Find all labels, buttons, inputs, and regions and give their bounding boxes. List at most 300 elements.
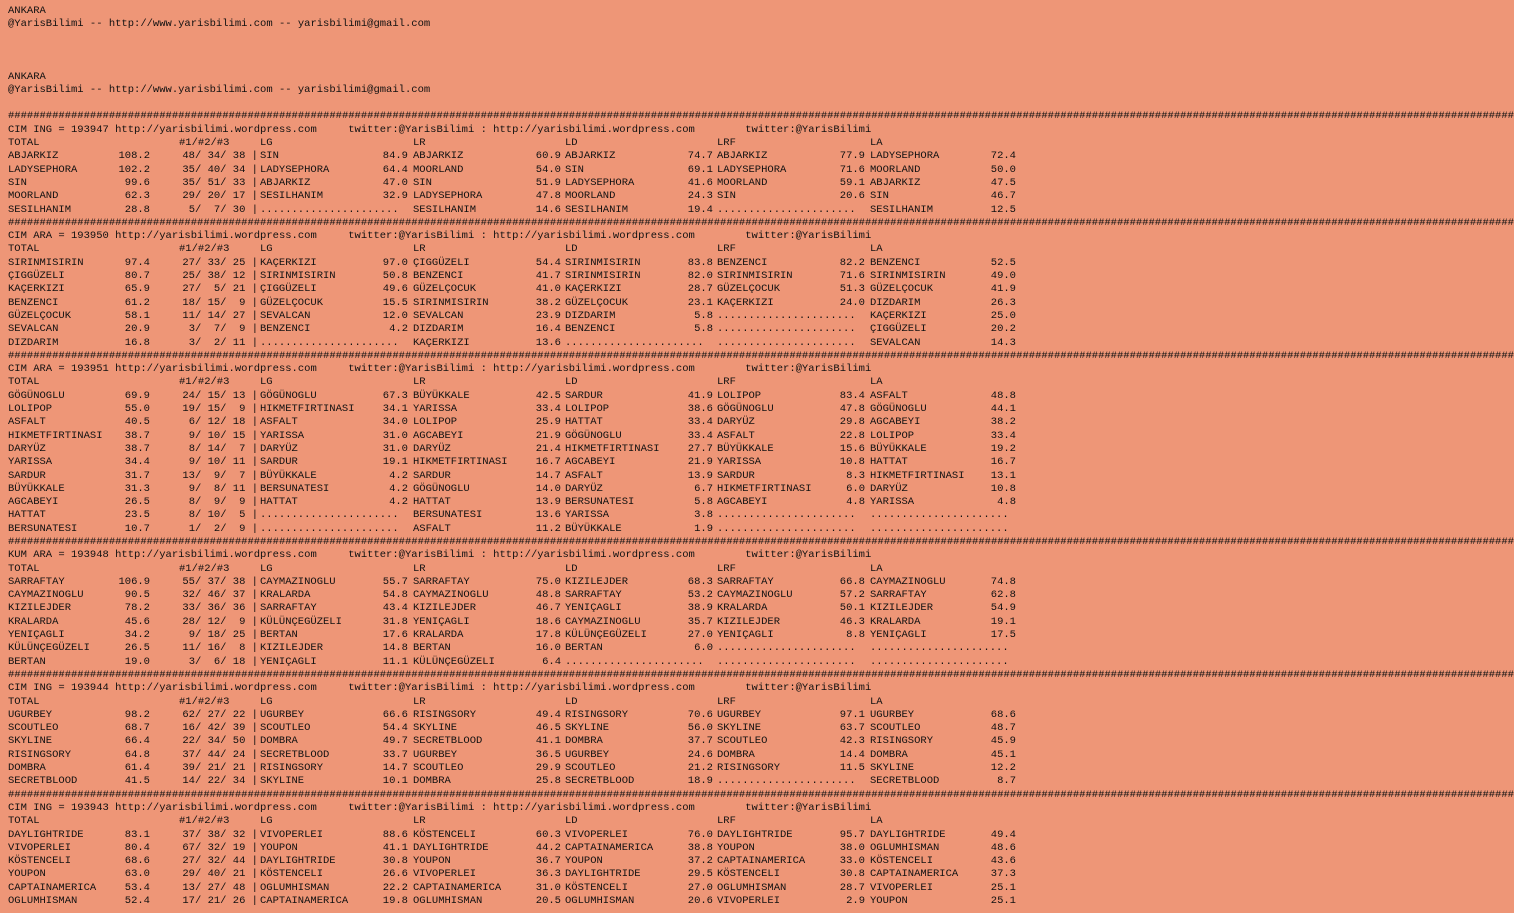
- la-horse-name: DARYÜZ: [870, 482, 908, 495]
- ld-score: 21.9: [687, 456, 713, 469]
- place-counts: 35/ 40/ 34 |: [182, 163, 258, 176]
- total-score: 66.4: [124, 735, 150, 748]
- lg-score: 19.8: [382, 895, 408, 907]
- lr-score: 51.9: [535, 176, 561, 189]
- table-row: [8, 735, 1024, 748]
- lg-score: 4.2: [389, 496, 408, 509]
- lrf-score: 66.8: [839, 575, 865, 588]
- lg-horse-name: SECRETBLOOD: [260, 748, 330, 761]
- col-header-lr: LR: [413, 243, 426, 256]
- ld-horse-name: YENIÇAGLI: [565, 602, 622, 615]
- lg-score: 30.8: [382, 855, 408, 868]
- lg-score: 31.0: [382, 442, 408, 455]
- total-horse-name: SARRAFTAY: [8, 575, 65, 588]
- place-counts: 28/ 12/ 9 |: [182, 615, 258, 628]
- lg-horse-name: RISINGSORY: [260, 762, 324, 775]
- total-horse-name: MOORLAND: [8, 190, 59, 203]
- la-score: 68.6: [990, 708, 1016, 721]
- ld-score: 41.9: [687, 389, 713, 402]
- ld-score: 33.4: [687, 416, 713, 429]
- lg-score: 10.1: [382, 775, 408, 788]
- table-row: [8, 310, 1024, 323]
- ld-score: 38.8: [687, 841, 713, 854]
- lr-score: 47.8: [535, 190, 561, 203]
- ld-score: 70.6: [687, 708, 713, 721]
- place-counts: 3/ 7/ 9 |: [188, 323, 258, 336]
- col-header-la: LA: [870, 815, 883, 828]
- total-horse-name: SEVALCAN: [8, 323, 59, 336]
- la-horse-name: KRALARDA: [870, 615, 921, 628]
- lg-horse-name: BERSUNATESI: [260, 482, 330, 495]
- lr-horse-name: DAYLIGHTRIDE: [413, 841, 489, 854]
- total-score: 80.4: [124, 841, 150, 854]
- table-row: [8, 456, 1024, 469]
- place-counts: 32/ 46/ 37 |: [182, 589, 258, 602]
- lg-score: 32.9: [382, 190, 408, 203]
- total-score: 26.5: [124, 496, 150, 509]
- la-horse-name: CAYMAZINOGLU: [870, 575, 946, 588]
- ld-score: 76.0: [687, 828, 713, 841]
- lrf-score: 83.4: [839, 389, 865, 402]
- lg-horse-name: DAYLIGHTRIDE: [260, 855, 336, 868]
- header-contact-repeat: @YarisBilimi -- http://www.yarisbilimi.com -- yarisbilimi@gmail.com: [8, 83, 431, 96]
- ld-score: 1.9: [694, 522, 713, 535]
- lrf-horse-name: KRALARDA: [717, 602, 768, 615]
- la-score: 62.8: [990, 589, 1016, 602]
- col-header-lrf: LRF: [717, 695, 736, 708]
- place-counts: 33/ 36/ 36 |: [182, 602, 258, 615]
- lr-score: 13.6: [535, 336, 561, 349]
- la-score: 74.8: [990, 575, 1016, 588]
- column-header-row: [8, 815, 1024, 828]
- lrf-horse-name: ......................: [717, 203, 856, 216]
- table-row: [8, 882, 1024, 895]
- total-horse-name: OGLUMHISMAN: [8, 895, 78, 907]
- lr-horse-name: DARYÜZ: [413, 442, 451, 455]
- lr-score: 14.0: [535, 482, 561, 495]
- table-row: [8, 403, 1024, 416]
- total-score: 83.1: [124, 828, 150, 841]
- col-header-ld: LD: [565, 815, 578, 828]
- la-horse-name: YARISSA: [870, 496, 915, 509]
- lg-horse-name: KAÇERKIZI: [260, 256, 317, 269]
- table-row: [8, 709, 1024, 722]
- lr-horse-name: LOLIPOP: [413, 416, 458, 429]
- col-header-total: TOTAL: [8, 137, 40, 150]
- lr-score: 14.6: [535, 203, 561, 216]
- la-score: 4.8: [997, 496, 1016, 509]
- la-score: 14.3: [990, 336, 1016, 349]
- lr-score: 21.4: [535, 442, 561, 455]
- total-horse-name: DARYÜZ: [8, 442, 46, 455]
- total-score: 80.7: [124, 270, 150, 283]
- la-score: 33.4: [990, 429, 1016, 442]
- ld-score: 6.0: [694, 642, 713, 655]
- col-header-total: TOTAL: [8, 376, 40, 389]
- ld-score: 83.8: [687, 256, 713, 269]
- la-score: 12.2: [990, 762, 1016, 775]
- lr-horse-name: HATTAT: [413, 496, 451, 509]
- total-score: 61.4: [124, 762, 150, 775]
- total-score: 10.7: [124, 522, 150, 535]
- total-horse-name: GÜZELÇOCUK: [8, 309, 72, 322]
- lg-score: 34.0: [382, 416, 408, 429]
- place-counts: 9/ 10/ 11 |: [188, 456, 258, 469]
- ld-horse-name: DOMBRA: [565, 735, 603, 748]
- col-header-lr: LR: [413, 562, 426, 575]
- lrf-horse-name: RISINGSORY: [717, 762, 781, 775]
- lg-score: 14.7: [382, 762, 408, 775]
- ld-score: 69.1: [687, 163, 713, 176]
- ld-score: 33.4: [687, 429, 713, 442]
- lr-horse-name: YENIÇAGLI: [413, 615, 470, 628]
- total-horse-name: LADYSEPHORA: [8, 163, 78, 176]
- lg-horse-name: ......................: [260, 522, 399, 535]
- la-horse-name: DOMBRA: [870, 748, 908, 761]
- ld-horse-name: SARRAFTAY: [565, 589, 622, 602]
- place-counts: 3/ 6/ 18 |: [188, 655, 258, 668]
- lrf-score: 42.3: [839, 735, 865, 748]
- lg-score: 12.0: [382, 309, 408, 322]
- place-counts: 27/ 5/ 21 |: [182, 283, 258, 296]
- table-row: [8, 629, 1024, 642]
- column-header-row: [8, 376, 1024, 389]
- col-header-total: TOTAL: [8, 815, 40, 828]
- total-horse-name: VIVOPERLEI: [8, 841, 72, 854]
- lr-horse-name: BENZENCI: [413, 270, 464, 283]
- table-row: [8, 829, 1024, 842]
- lrf-horse-name: ......................: [717, 642, 856, 655]
- section-title: CIM ING = 193943 http://yarisbilimi.wordpress.com twitter:@YarisBilimi : http://yarisbilimi.wordpress.com twitter:@YarisBilimi: [8, 801, 872, 814]
- lr-score: 6.4: [542, 655, 561, 668]
- lr-horse-name: CAYMAZINOGLU: [413, 589, 489, 602]
- total-horse-name: KRALARDA: [8, 615, 59, 628]
- section-title: CIM ARA = 193950 http://yarisbilimi.wordpress.com twitter:@YarisBilimi : http://yarisbilimi.wordpress.com twitter:@YarisBilimi: [8, 230, 872, 243]
- table-row: [8, 496, 1024, 509]
- total-score: 53.4: [124, 881, 150, 894]
- ld-horse-name: ......................: [565, 655, 704, 668]
- lg-score: 49.6: [382, 283, 408, 296]
- header-city-repeat: ANKARA: [8, 70, 46, 83]
- total-score: 34.4: [124, 456, 150, 469]
- la-score: 25.1: [990, 895, 1016, 907]
- lrf-horse-name: UGURBEY: [717, 708, 762, 721]
- la-horse-name: RISINGSORY: [870, 735, 934, 748]
- table-row: [8, 190, 1024, 203]
- total-horse-name: DAYLIGHTRIDE: [8, 828, 84, 841]
- lr-score: 46.5: [535, 722, 561, 735]
- place-counts: 14/ 22/ 34 |: [182, 775, 258, 788]
- la-score: 47.5: [990, 176, 1016, 189]
- total-score: 65.9: [124, 283, 150, 296]
- total-score: 31.7: [124, 469, 150, 482]
- lg-score: 84.9: [382, 150, 408, 163]
- place-counts: 22/ 34/ 50 |: [182, 735, 258, 748]
- lrf-horse-name: ......................: [717, 509, 856, 522]
- ld-horse-name: CAYMAZINOGLU: [565, 615, 641, 628]
- lrf-horse-name: YOUPON: [717, 841, 755, 854]
- lg-score: 14.8: [382, 642, 408, 655]
- lrf-horse-name: ......................: [717, 323, 856, 336]
- ld-horse-name: OGLUMHISMAN: [565, 895, 635, 907]
- table-row: [8, 430, 1024, 443]
- lg-horse-name: SARDUR: [260, 456, 298, 469]
- la-horse-name: DAYLIGHTRIDE: [870, 828, 946, 841]
- lrf-score: 95.7: [839, 828, 865, 841]
- lg-horse-name: GÖGÜNOGLU: [260, 389, 317, 402]
- table-row: [8, 842, 1024, 855]
- lg-horse-name: OGLUMHISMAN: [260, 881, 330, 894]
- col-header-lrf: LRF: [717, 562, 736, 575]
- lrf-horse-name: DARYÜZ: [717, 416, 755, 429]
- ld-score: 74.7: [687, 150, 713, 163]
- section-separator: ###############################################################################################################################################################################################################################################: [8, 110, 1514, 123]
- col-header-la: LA: [870, 376, 883, 389]
- lrf-horse-name: ......................: [717, 655, 856, 668]
- lg-score: 88.6: [382, 828, 408, 841]
- section-separator: ###############################################################################################################################################################################################################################################: [8, 349, 1514, 362]
- lrf-horse-name: OGLUMHISMAN: [717, 881, 787, 894]
- lrf-score: 8.3: [846, 469, 865, 482]
- la-score: 25.0: [990, 309, 1016, 322]
- lg-score: 49.7: [382, 735, 408, 748]
- col-header-places: #1/#2/#3: [179, 376, 230, 389]
- total-score: 26.5: [124, 642, 150, 655]
- ld-horse-name: SKYLINE: [565, 722, 610, 735]
- table-row: [8, 895, 1024, 908]
- la-score: 25.1: [990, 881, 1016, 894]
- ld-score: 20.6: [687, 895, 713, 907]
- ld-score: 37.7: [687, 735, 713, 748]
- lrf-horse-name: GÜZELÇOCUK: [717, 283, 781, 296]
- la-horse-name: SEVALCAN: [870, 336, 921, 349]
- lrf-score: 28.7: [839, 881, 865, 894]
- lr-horse-name: DOMBRA: [413, 775, 451, 788]
- la-horse-name: ......................: [870, 655, 1009, 668]
- lr-horse-name: SIRINMISIRIN: [413, 296, 489, 309]
- lr-score: 41.0: [535, 283, 561, 296]
- total-horse-name: SARDUR: [8, 469, 46, 482]
- la-horse-name: AGCABEYI: [870, 416, 921, 429]
- column-header-row: [8, 563, 1024, 576]
- place-counts: 37/ 44/ 24 |: [182, 748, 258, 761]
- total-horse-name: SESILHANIM: [8, 203, 72, 216]
- la-score: 26.3: [990, 296, 1016, 309]
- ld-score: 29.5: [687, 868, 713, 881]
- ld-horse-name: BERTAN: [565, 642, 603, 655]
- lr-score: 49.4: [535, 708, 561, 721]
- la-horse-name: BENZENCI: [870, 256, 921, 269]
- lr-score: 36.5: [535, 748, 561, 761]
- total-score: 40.5: [124, 416, 150, 429]
- lrf-horse-name: GÖGÜNOGLU: [717, 403, 774, 416]
- lg-score: 22.2: [382, 881, 408, 894]
- la-horse-name: SESILHANIM: [870, 203, 934, 216]
- lrf-score: 77.9: [839, 150, 865, 163]
- total-score: 106.9: [118, 575, 150, 588]
- lg-score: 67.3: [382, 389, 408, 402]
- lg-score: 50.8: [382, 270, 408, 283]
- ld-horse-name: KAÇERKIZI: [565, 283, 622, 296]
- ld-horse-name: ASFALT: [565, 469, 603, 482]
- la-horse-name: DIZDARIM: [870, 296, 921, 309]
- lr-score: 33.4: [535, 403, 561, 416]
- lg-score: 66.6: [382, 708, 408, 721]
- lrf-score: 33.0: [839, 855, 865, 868]
- lg-score: 31.0: [382, 429, 408, 442]
- total-horse-name: YARISSA: [8, 456, 53, 469]
- col-header-lr: LR: [413, 137, 426, 150]
- lg-horse-name: YENIÇAGLI: [260, 655, 317, 668]
- total-horse-name: KAÇERKIZI: [8, 283, 65, 296]
- lrf-score: 57.2: [839, 589, 865, 602]
- lrf-horse-name: SIRINMISIRIN: [717, 270, 793, 283]
- lrf-score: 71.6: [839, 270, 865, 283]
- lg-horse-name: DOMBRA: [260, 735, 298, 748]
- ld-score: 38.6: [687, 403, 713, 416]
- lrf-horse-name: MOORLAND: [717, 176, 768, 189]
- la-horse-name: SECRETBLOOD: [870, 775, 940, 788]
- lg-score: 15.5: [382, 296, 408, 309]
- lg-horse-name: SKYLINE: [260, 775, 305, 788]
- lrf-horse-name: SKYLINE: [717, 722, 762, 735]
- total-horse-name: SCOUTLEO: [8, 722, 59, 735]
- la-horse-name: ASFALT: [870, 389, 908, 402]
- header-contact: @YarisBilimi -- http://www.yarisbilimi.com -- yarisbilimi@gmail.com: [8, 18, 431, 31]
- ld-score: 5.8: [694, 309, 713, 322]
- lr-horse-name: SECRETBLOOD: [413, 735, 483, 748]
- lg-horse-name: HATTAT: [260, 496, 298, 509]
- ld-horse-name: BÜYÜKKALE: [565, 522, 622, 535]
- lr-score: 60.9: [535, 150, 561, 163]
- total-horse-name: SECRETBLOOD: [8, 775, 78, 788]
- lg-horse-name: KÖSTENCELI: [260, 868, 324, 881]
- la-score: 37.3: [990, 868, 1016, 881]
- section-title: CIM ARA = 193951 http://yarisbilimi.wordpress.com twitter:@YarisBilimi : http://yarisbilimi.wordpress.com twitter:@YarisBilimi: [8, 363, 872, 376]
- lg-score: 19.1: [382, 456, 408, 469]
- lg-horse-name: VIVOPERLEI: [260, 828, 324, 841]
- lg-horse-name: BÜYÜKKALE: [260, 469, 317, 482]
- ld-horse-name: SIN: [565, 163, 584, 176]
- ld-score: 53.2: [687, 589, 713, 602]
- lr-score: 38.2: [535, 296, 561, 309]
- la-horse-name: KIZILEJDER: [870, 602, 934, 615]
- lrf-score: 50.1: [839, 602, 865, 615]
- la-score: 46.7: [990, 190, 1016, 203]
- la-score: 45.9: [990, 735, 1016, 748]
- total-horse-name: ÇIGGÜZELI: [8, 270, 65, 283]
- total-score: 102.2: [118, 163, 150, 176]
- total-score: 16.8: [124, 336, 150, 349]
- la-horse-name: GÜZELÇOCUK: [870, 283, 934, 296]
- total-horse-name: CAPTAINAMERICA: [8, 881, 97, 894]
- lg-horse-name: SESILHANIM: [260, 190, 324, 203]
- place-counts: 37/ 38/ 32 |: [182, 828, 258, 841]
- lg-horse-name: SARRAFTAY: [260, 602, 317, 615]
- la-horse-name: OGLUMHISMAN: [870, 841, 940, 854]
- lg-score: 97.0: [382, 256, 408, 269]
- col-header-lg: LG: [260, 562, 273, 575]
- lr-horse-name: KAÇERKIZI: [413, 336, 470, 349]
- table-row: [8, 855, 1024, 868]
- col-header-la: LA: [870, 137, 883, 150]
- col-header-ld: LD: [565, 137, 578, 150]
- place-counts: 17/ 21/ 26 |: [182, 895, 258, 907]
- la-score: 44.1: [990, 403, 1016, 416]
- total-score: 78.2: [124, 602, 150, 615]
- ld-score: 23.1: [687, 296, 713, 309]
- col-header-places: #1/#2/#3: [179, 815, 230, 828]
- total-score: 99.6: [124, 176, 150, 189]
- table-row: [8, 283, 1024, 296]
- lrf-horse-name: ABJARKIZ: [717, 150, 768, 163]
- table-row: [8, 616, 1024, 629]
- lr-score: 11.2: [535, 522, 561, 535]
- lr-horse-name: ASFALT: [413, 522, 451, 535]
- lrf-horse-name: ......................: [717, 522, 856, 535]
- table-row: [8, 390, 1024, 403]
- total-horse-name: KÖSTENCELI: [8, 855, 72, 868]
- ld-horse-name: AGCABEYI: [565, 456, 616, 469]
- race-sections: [8, 110, 1514, 908]
- place-counts: 18/ 15/ 9 |: [182, 296, 258, 309]
- lrf-score: 46.3: [839, 615, 865, 628]
- ld-horse-name: BENZENCI: [565, 323, 616, 336]
- la-horse-name: GÖGÜNOGLU: [870, 403, 927, 416]
- lrf-horse-name: SIN: [717, 190, 736, 203]
- lg-score: 26.6: [382, 868, 408, 881]
- la-score: 43.6: [990, 855, 1016, 868]
- la-horse-name: VIVOPERLEI: [870, 881, 934, 894]
- la-horse-name: YOUPON: [870, 895, 908, 907]
- col-header-total: TOTAL: [8, 695, 40, 708]
- la-score: 17.5: [990, 629, 1016, 642]
- la-score: 49.0: [990, 270, 1016, 283]
- column-header-row: [8, 243, 1024, 256]
- total-score: 58.1: [124, 309, 150, 322]
- total-score: 38.7: [124, 429, 150, 442]
- lrf-horse-name: DOMBRA: [717, 748, 755, 761]
- col-header-lr: LR: [413, 376, 426, 389]
- total-horse-name: DIZDARIM: [8, 336, 59, 349]
- lrf-horse-name: DAYLIGHTRIDE: [717, 828, 793, 841]
- la-horse-name: SARRAFTAY: [870, 589, 927, 602]
- lrf-horse-name: SARDUR: [717, 469, 755, 482]
- la-horse-name: MOORLAND: [870, 163, 921, 176]
- ld-horse-name: RISINGSORY: [565, 708, 629, 721]
- lr-score: 54.4: [535, 256, 561, 269]
- column-header-row: [8, 137, 1024, 150]
- la-horse-name: ÇIGGÜZELI: [870, 323, 927, 336]
- lr-score: 44.2: [535, 841, 561, 854]
- total-score: 55.0: [124, 403, 150, 416]
- ld-horse-name: GÜZELÇOCUK: [565, 296, 629, 309]
- lrf-horse-name: LOLIPOP: [717, 389, 762, 402]
- la-score: 50.0: [990, 163, 1016, 176]
- lg-score: 54.4: [382, 722, 408, 735]
- ld-score: 3.8: [694, 509, 713, 522]
- lrf-score: 11.5: [839, 762, 865, 775]
- lr-horse-name: CAPTAINAMERICA: [413, 881, 502, 894]
- place-counts: 3/ 2/ 11 |: [188, 336, 258, 349]
- la-score: 20.2: [990, 323, 1016, 336]
- ld-horse-name: GÖGÜNOGLU: [565, 429, 622, 442]
- place-counts: 16/ 42/ 39 |: [182, 722, 258, 735]
- lrf-score: 38.0: [839, 841, 865, 854]
- lg-score: 4.2: [389, 482, 408, 495]
- ld-horse-name: KÖSTENCELI: [565, 881, 629, 894]
- lrf-score: 51.3: [839, 283, 865, 296]
